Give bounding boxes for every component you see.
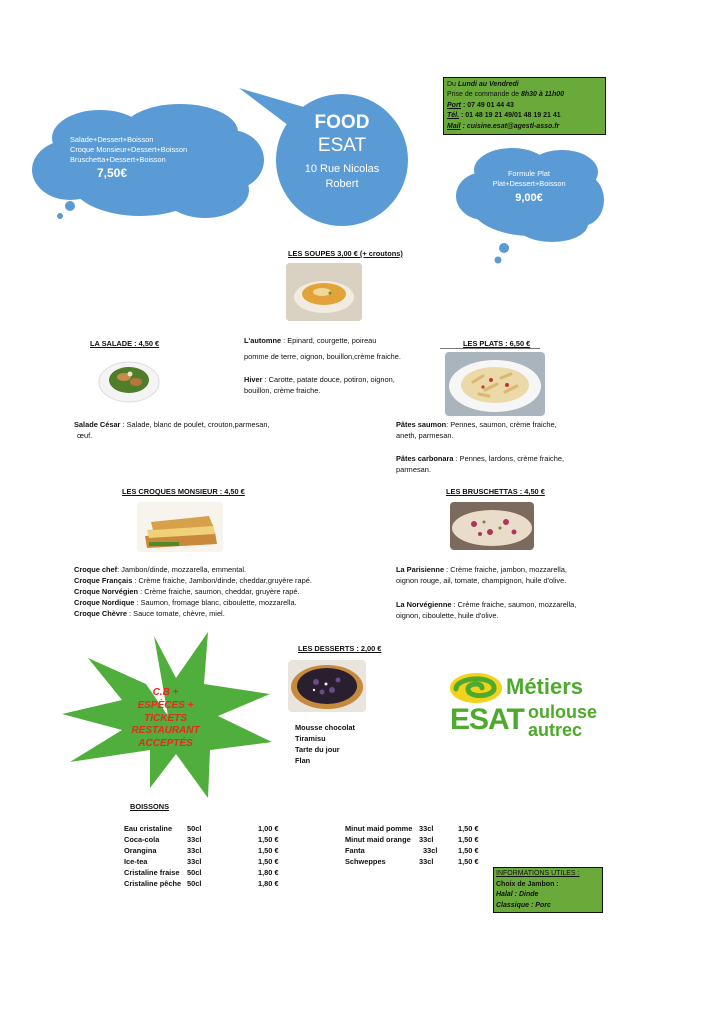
soupe-hiver-2: bouillon, crème fraiche.: [244, 386, 321, 395]
drink-volume: 50cl: [187, 824, 202, 833]
drink-name: Coca-cola: [124, 835, 160, 844]
drink-volume: 33cl: [423, 846, 438, 855]
soup-photo: [286, 263, 362, 321]
info-tel-value[interactable]: : 01 48 19 21 49/01 48 19 21 41: [459, 112, 561, 120]
bubble-address-2: Robert: [325, 178, 359, 190]
plat-saumon-text: : Pennes, saumon, crème fraiche,: [446, 420, 557, 429]
left-offer-cloud: [30, 100, 266, 224]
info-hours: 8h30 à 11h00: [520, 91, 565, 99]
bubble-title-esat: ESAT: [317, 135, 367, 156]
drink-price: 1,50 €: [258, 835, 279, 844]
bruschetta-norvegienne-2: oignon, ciboulette, huile d'olive.: [396, 611, 499, 620]
salade-cesar-text: : Salade, blanc de poulet, crouton,parmesan,: [120, 420, 270, 429]
drink-row: [124, 845, 279, 856]
salade-cesar-label: Salade César: [74, 420, 121, 429]
logo-swirl-icon: [448, 671, 504, 705]
bruschetta-parisienne: [396, 564, 567, 575]
drink-row: [124, 823, 279, 834]
useful-info-halal: Halal : Dinde: [496, 891, 539, 898]
bruschetta-norvegienne-text: : Crème fraiche, saumon, mozzarella,: [451, 600, 577, 609]
drink-row: [124, 856, 279, 867]
left-cloud-line2: Croque Monsieur+Dessert+Boisson: [70, 145, 188, 154]
soupe-automne: [244, 335, 376, 346]
opening-info-box: [443, 77, 606, 135]
dessert-item: Tiramisu: [295, 734, 326, 743]
info-tel-label: Tél.: [447, 112, 460, 120]
info-day-prefix: Du: [447, 81, 458, 88]
croque-photo: [137, 502, 223, 552]
croque-item: [74, 586, 312, 597]
logo-word-metiers: Métiers: [506, 674, 584, 699]
drink-price: 1,00 €: [258, 824, 279, 833]
plat-saumon: [396, 419, 557, 430]
drink-row: [124, 834, 279, 845]
food-esat-bubble: [237, 82, 417, 242]
info-hours-prefix: Prise de commande de: [447, 91, 521, 99]
dessert-item: Flan: [295, 756, 311, 765]
drink-name: Eau cristaline: [124, 824, 173, 833]
right-cloud-line2: Plat+Dessert+Boisson: [492, 179, 566, 188]
croque-item-label: Croque Nordique: [74, 598, 135, 607]
boissons-left-list: [124, 823, 279, 889]
info-port-value[interactable]: : 07 49 01 44 43: [461, 101, 514, 109]
drink-name: Minut maid pomme: [345, 824, 413, 833]
drink-price: 1,80 €: [258, 879, 279, 888]
soupe-automne-2: pomme de terre, oignon, bouillon,crème fraiche.: [244, 352, 401, 361]
drink-volume: 50cl: [187, 868, 202, 877]
useful-info-sub: Choix de Jambon :: [496, 880, 559, 888]
bubble-title-food: FOOD: [314, 112, 370, 133]
drink-volume: 33cl: [419, 857, 434, 866]
drink-name: Ice-tea: [124, 857, 148, 866]
plat-carbonara-label: Pâtes carbonara: [396, 454, 454, 463]
star-text-cb: C.B +: [152, 687, 179, 698]
drink-name: Orangina: [124, 846, 157, 855]
croque-item: [74, 575, 312, 586]
croque-item-text: : Jambon/dinde, mozzarella, emmental.: [117, 565, 247, 574]
croques-list: [74, 564, 312, 619]
desserts-heading: LES DESSERTS : 2,00 €: [298, 644, 382, 653]
croque-item-label: Croque Chèvre: [74, 609, 127, 618]
drink-volume: 50cl: [187, 879, 202, 888]
croque-item-label: Croque chef: [74, 565, 118, 574]
croque-item-text: : Sauce tomate, chèvre, miel.: [126, 609, 225, 618]
useful-info-classique: Classique : Porc: [496, 901, 551, 909]
left-cloud-price: 7,50€: [97, 166, 128, 180]
dessert-item: Mousse chocolat: [295, 723, 355, 732]
drink-price: 1,50 €: [458, 824, 479, 833]
drink-row: [345, 856, 479, 867]
drink-row: [124, 867, 279, 878]
drink-name: Cristaline pêche: [124, 879, 182, 888]
croques-heading: LES CROQUES MONSIEUR : 4,50 €: [122, 487, 245, 496]
drink-name: Minut maid orange: [345, 835, 411, 844]
salade-heading: LA SALADE : 4,50 €: [90, 339, 160, 348]
payment-star-badge: [58, 632, 278, 800]
croque-item-text: : Crème fraiche, Jambon/dinde, cheddar,gruyère rapé.: [132, 576, 312, 585]
drink-volume: 33cl: [187, 846, 202, 855]
logo-word-esat: ESAT: [450, 703, 524, 736]
bruschetta-norvegienne-label: La Norvégienne: [396, 600, 452, 609]
info-mail-label: Mail: [447, 122, 461, 130]
salade-cesar: [74, 419, 270, 430]
pasta-photo: [445, 352, 545, 416]
left-cloud-line3: Bruschetta+Dessert+Boisson: [70, 155, 166, 164]
boissons-right-list: [345, 823, 479, 867]
drink-price: 1,50 €: [458, 835, 479, 844]
drink-row: [345, 823, 479, 834]
plats-heading: LES PLATS : 6,50 €: [463, 339, 531, 348]
logo-toulouse-text: oulouse: [528, 702, 598, 722]
plat-carbonara-text: : Pennes, lardons, crème fraiche,: [453, 454, 565, 463]
logo-lautrec-text: autrec: [528, 720, 583, 740]
drink-price: 1,50 €: [458, 846, 479, 855]
plat-carbonara: [396, 453, 564, 464]
soupe-hiver-text: : Carotte, patate douce, potiron, oignon,: [262, 375, 395, 384]
bruschetta-parisienne-text: : Crème fraiche, jambon, mozzarella,: [444, 565, 567, 574]
info-days: Lundi au Vendredi: [457, 81, 519, 88]
drink-volume: 33cl: [419, 835, 434, 844]
soupe-automne-text: : Epinard, courgette, poireau: [281, 336, 377, 345]
drink-name: Schweppes: [345, 857, 386, 866]
bubble-address-1: 10 Rue Nicolas: [304, 163, 380, 175]
drink-price: 1,50 €: [458, 857, 479, 866]
bruschettas-heading: LES BRUSCHETTAS : 4,50 €: [446, 487, 545, 496]
esat-logo: [448, 667, 608, 747]
info-mail-value[interactable]: : cuisine.esat@agestl-asso.fr: [460, 122, 560, 130]
bruschetta-parisienne-label: La Parisienne: [396, 565, 445, 574]
useful-info-title: INFORMATIONS UTILES :: [496, 870, 580, 877]
drink-name: Cristaline fraise: [124, 868, 180, 877]
desserts-list: [295, 722, 355, 766]
drink-volume: 33cl: [187, 835, 202, 844]
bruschetta-norvegienne: [396, 599, 576, 610]
drink-row: [345, 845, 479, 856]
croque-item: [74, 597, 312, 608]
right-cloud-price: 9,00€: [515, 192, 543, 204]
drink-price: 1,50 €: [258, 857, 279, 866]
salade-cesar-2: œuf.: [77, 431, 93, 440]
bruschetta-parisienne-2: oignon rouge, ail, tomate, champignon, huile d'olive.: [396, 576, 567, 585]
drink-row: [345, 834, 479, 845]
info-port-label: Port: [447, 101, 461, 109]
soupe-hiver: [244, 374, 395, 385]
cloud-shape: [452, 140, 607, 268]
croque-item-text: : Crème fraiche, saumon, cheddar, gruyère rapé.: [138, 587, 300, 596]
right-offer-cloud: [452, 140, 607, 268]
tart-photo: [288, 660, 366, 712]
dessert-item: Tarte du jour: [295, 745, 340, 754]
plat-saumon-2: aneth, parmesan.: [396, 431, 454, 440]
drink-price: 1,80 €: [258, 868, 279, 877]
star-text-tickets: TICKETS: [144, 712, 187, 724]
soupe-automne-label: L'automne: [244, 336, 282, 345]
soupes-heading: LES SOUPES 3,00 € (+ croutons): [288, 249, 403, 258]
soupe-hiver-label: Hiver: [244, 375, 263, 384]
drink-volume: 33cl: [187, 857, 202, 866]
salad-photo: [98, 352, 160, 408]
logo-word-lautrec: [528, 721, 582, 739]
star-text-restaurant: RESTAURANT: [131, 725, 200, 737]
right-cloud-line1: Formule Plat: [508, 169, 550, 178]
plats-heading-rule: [440, 348, 540, 349]
plat-carbonara-2: parmesan.: [396, 465, 431, 474]
drink-row: [124, 878, 279, 889]
left-cloud-line1: Salade+Dessert+Boisson: [70, 135, 154, 144]
drink-price: 1,50 €: [258, 846, 279, 855]
drink-volume: 33cl: [419, 824, 434, 833]
croque-item-label: Croque Français: [74, 576, 133, 585]
croque-item: [74, 608, 312, 619]
bruschetta-photo: [450, 502, 534, 550]
drink-name: Fanta: [345, 846, 365, 855]
croque-item: [74, 564, 312, 575]
star-text-especes: ESPÈCES +: [137, 699, 194, 711]
croque-item-text: : Saumon, fromage blanc, ciboulette, mozzarella.: [134, 598, 297, 607]
boissons-heading: BOISSONS: [130, 802, 170, 811]
star-text-acceptes: ACCEPTÉS: [138, 738, 193, 750]
plat-saumon-label: Pâtes saumon: [396, 420, 447, 429]
useful-info-box: [493, 867, 603, 913]
logo-word-toulouse: [528, 703, 597, 721]
croque-item-label: Croque Norvégien: [74, 587, 139, 596]
